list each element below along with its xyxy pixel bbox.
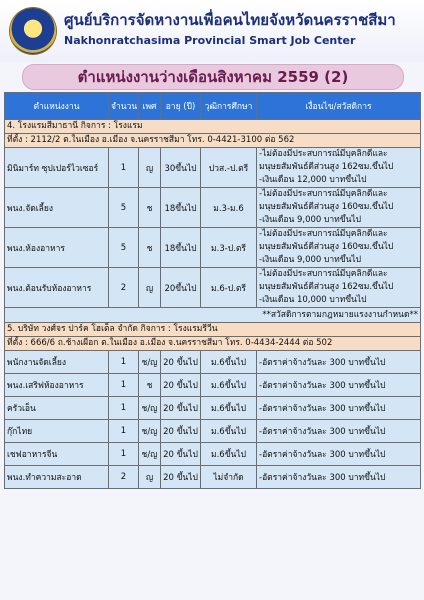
center-title-english: Nakhonratchasima Provincial Smart Job Center: [64, 34, 356, 47]
condition-line: -ไม่ต้องมีประสบการณ์มีบุคลิกดีและ: [259, 229, 388, 239]
condition-line: มนุษยสัมพันธ์ดีส่วนสูง 160ซม.ขึ้นไป: [259, 202, 394, 212]
cell-conditions: -อัตราค่าจ้างวันละ 300 บาทขึ้นไป: [257, 420, 421, 443]
table-row: [5, 397, 421, 420]
cell-gender: ช: [139, 188, 161, 228]
cell-edu: ม.6ขึ้นไป: [201, 374, 257, 397]
benefits-note: **สวัสดิการตามกฎหมายแรงงานกำหนด**: [5, 308, 421, 323]
condition-line: มนุษยสัมพันธ์ดีส่วนสูง 162ซม.ขึ้นไป: [259, 162, 394, 172]
job-table: [4, 92, 421, 489]
table-row: [5, 228, 421, 268]
header-gender: เพศ: [139, 93, 161, 120]
table-row: [5, 188, 421, 228]
cell-count: 1: [109, 148, 139, 188]
company-address-row: [5, 337, 421, 351]
cell-conditions: -อัตราค่าจ้างวันละ 300 บาทขึ้นไป: [257, 351, 421, 374]
company-address-row-text: ที่ตั้ง : 2112/2 ต.ในเมือง อ.เมือง จ.นครราชสีมา โทร. 0-4421-3100 ต่อ 562: [5, 134, 421, 148]
cell-count: 2: [109, 466, 139, 489]
cell-title: พนง.จัดเลี้ยง: [5, 188, 109, 228]
province-seal-logo: [10, 8, 56, 54]
table-row: [5, 268, 421, 308]
cell-edu: ม.6ขึ้นไป: [201, 420, 257, 443]
cell-count: 1: [109, 374, 139, 397]
cell-conditions: [257, 268, 421, 308]
table-row: [5, 466, 421, 489]
cell-edu: ม.6ขึ้นไป: [201, 443, 257, 466]
company-name-row-text: 4. โรงแรมสีมาธานี กิจการ : โรงแรม: [5, 120, 421, 134]
condition-line: -ไม่ต้องมีประสบการณ์มีบุคลิกดีและ: [259, 189, 388, 199]
cell-edu: ม.6-ป.ตรี: [201, 268, 257, 308]
condition-line: -เงินเดือน 9,000 บาทขึ้นไป: [259, 255, 362, 265]
cell-age: 20ขึ้นไป: [161, 268, 201, 308]
cell-conditions: -อัตราค่าจ้างวันละ 300 บาทขึ้นไป: [257, 443, 421, 466]
cell-gender: ช/ญ: [139, 420, 161, 443]
cell-age: 20 ขึ้นไป: [161, 351, 201, 374]
condition-line: มนุษยสัมพันธ์ดีส่วนสูง 162ซม.ขึ้นไป: [259, 282, 394, 292]
company-name-row: [5, 323, 421, 337]
cell-edu: ไม่จำกัด: [201, 466, 257, 489]
cell-title: พนง.ต้อนรับห้องอาหาร: [5, 268, 109, 308]
cell-age: 20 ขึ้นไป: [161, 466, 201, 489]
condition-line: -ไม่ต้องมีประสบการณ์มีบุคลิกดีและ: [259, 149, 388, 159]
condition-line: -เงินเดือน 10,000 บาทขึ้นไป: [259, 295, 367, 305]
company-name-row: [5, 120, 421, 134]
header-education: วุฒิการศึกษา: [201, 93, 257, 120]
cell-conditions: -อัตราค่าจ้างวันละ 300 บาทขึ้นไป: [257, 374, 421, 397]
cell-age: 30ขึ้นไป: [161, 148, 201, 188]
cell-gender: ช/ญ: [139, 397, 161, 420]
cell-gender: ช: [139, 228, 161, 268]
header-age: อายุ (ปี): [161, 93, 201, 120]
cell-title: ครัวเอ็น: [5, 397, 109, 420]
cell-age: 20 ขึ้นไป: [161, 374, 201, 397]
month-banner: ตำแหน่งงานว่างเดือนสิงหาคม 2559 (2): [22, 64, 404, 90]
table-row: [5, 420, 421, 443]
cell-gender: ช: [139, 374, 161, 397]
cell-gender: ญ: [139, 268, 161, 308]
cell-age: 18ขึ้นไป: [161, 188, 201, 228]
cell-title: พนง.ทำความสะอาด: [5, 466, 109, 489]
cell-title: กุ๊กไทย: [5, 420, 109, 443]
condition-line: มนุษยสัมพันธ์ดีส่วนสูง 160ซม.ขึ้นไป: [259, 242, 394, 252]
cell-count: 1: [109, 443, 139, 466]
job-table-wrapper: [4, 92, 420, 489]
header-conditions: เงื่อนไข/สวัสดิการ: [257, 93, 421, 120]
company-name-row-text: 5. บริษัท วงศ์จร ปาร์ค โฮเต็ล จำกัด กิจการ : โรงแรมรีวีน: [5, 323, 421, 337]
table-header-row: [5, 93, 421, 120]
cell-title: เชฟอาหารจีน: [5, 443, 109, 466]
condition-line: -เงินเดือน 9,000 บาทขึ้นไป: [259, 215, 362, 225]
center-title-thai: ศูนย์บริการจัดหางานเพื่อคนไทยจังหวัดนครราชสีมา: [64, 11, 396, 29]
cell-age: 20 ขึ้นไป: [161, 420, 201, 443]
cell-count: 5: [109, 228, 139, 268]
cell-gender: ช/ญ: [139, 443, 161, 466]
condition-line: -เงินเดือน 12,000 บาทขึ้นไป: [259, 175, 367, 185]
cell-count: 2: [109, 268, 139, 308]
company-address-row: [5, 134, 421, 148]
cell-age: 20 ขึ้นไป: [161, 443, 201, 466]
cell-conditions: [257, 188, 421, 228]
cell-age: 20 ขึ้นไป: [161, 397, 201, 420]
cell-title: มินิมาร์ท ซุปเปอร์ไวเซอร์: [5, 148, 109, 188]
header-count: จำนวน: [109, 93, 139, 120]
cell-age: 18ขึ้นไป: [161, 228, 201, 268]
cell-count: 1: [109, 420, 139, 443]
cell-gender: ช/ญ: [139, 351, 161, 374]
company-address-row-text: ที่ตั้ง : 666/6 ถ.ช้างเผือก ต.ในเมือง อ.เมือง จ.นครราชสีมา โทร. 0-4434-2444 ต่อ 502: [5, 337, 421, 351]
table-row: [5, 443, 421, 466]
cell-title: พนง.เสริฟห้องอาหาร: [5, 374, 109, 397]
cell-edu: ม.3-ม.6: [201, 188, 257, 228]
cell-conditions: [257, 228, 421, 268]
cell-count: 5: [109, 188, 139, 228]
cell-gender: ญ: [139, 466, 161, 489]
cell-title: พนง.ห้องอาหาร: [5, 228, 109, 268]
table-row: [5, 351, 421, 374]
benefits-note-row: [5, 308, 421, 323]
cell-count: 1: [109, 351, 139, 374]
header: [0, 0, 424, 62]
cell-edu: ม.6ขึ้นไป: [201, 351, 257, 374]
header-position: ตำแหน่งงาน: [5, 93, 109, 120]
cell-conditions: [257, 148, 421, 188]
cell-gender: ญ: [139, 148, 161, 188]
cell-edu: ม.3-ป.ตรี: [201, 228, 257, 268]
table-row: [5, 374, 421, 397]
cell-conditions: -อัตราค่าจ้างวันละ 300 บาทขึ้นไป: [257, 397, 421, 420]
cell-edu: ปวส.-ป.ตรี: [201, 148, 257, 188]
cell-title: พนักงานจัดเลี้ยง: [5, 351, 109, 374]
table-row: [5, 148, 421, 188]
condition-line: -ไม่ต้องมีประสบการณ์มีบุคลิกดีและ: [259, 269, 388, 279]
cell-conditions: -อัตราค่าจ้างวันละ 300 บาทขึ้นไป: [257, 466, 421, 489]
cell-edu: ม.6ขึ้นไป: [201, 397, 257, 420]
cell-count: 1: [109, 397, 139, 420]
